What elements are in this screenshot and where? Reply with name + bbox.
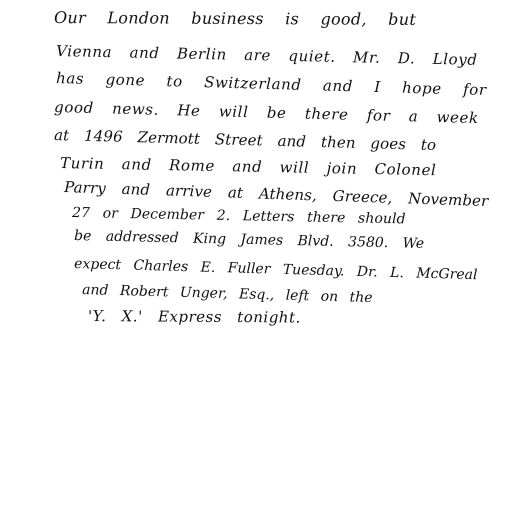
- text-line: at 1496 Zermott Street and then goes to: [53, 126, 437, 155]
- text-line: 'Y. X.' Express tonight.: [87, 307, 301, 327]
- text-line: Parry and arrive at Athens, Greece, November: [63, 178, 489, 211]
- text-line: and Robert Unger, Esq., left on the: [81, 282, 373, 307]
- text-line: Our London business is good, but: [53, 8, 417, 29]
- text-line: Turin and Rome and will join Colonel: [59, 154, 437, 180]
- text-line: be addressed King James Blvd. 3580. We: [73, 228, 425, 252]
- text-line: good news. He will be there for a week: [53, 98, 479, 128]
- text-line: 27 or December 2. Letters there should: [71, 205, 406, 228]
- text-line: has gone to Switzerland and I hope for: [55, 69, 487, 100]
- text-line: expect Charles E. Fuller Tuesday. Dr. L. McGreal: [73, 256, 478, 284]
- text-line: Vienna and Berlin are quiet. Mr. D. Lloyd: [55, 42, 478, 69]
